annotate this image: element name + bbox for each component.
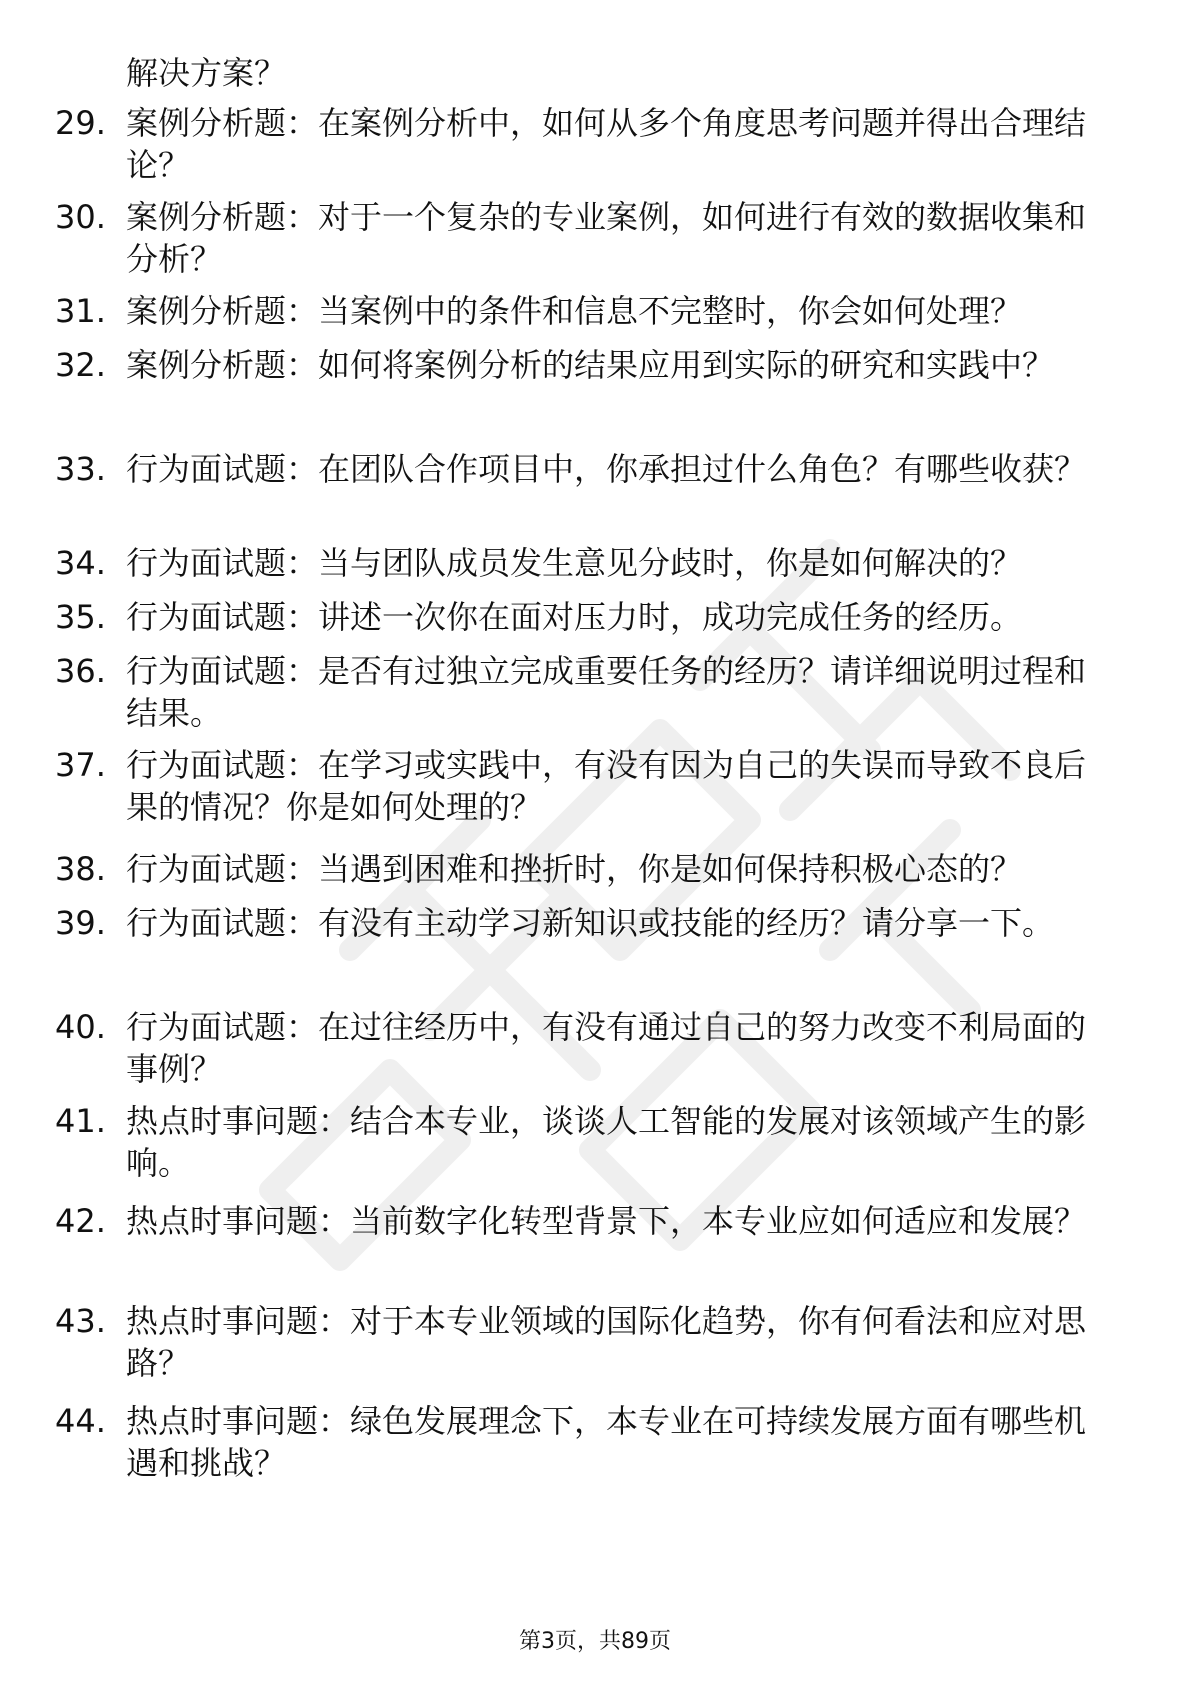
question-item [55, 1300, 1115, 1384]
question-number: 36. [55, 652, 106, 690]
question-item [55, 902, 1115, 944]
question-item [55, 102, 1115, 186]
question-number: 40. [55, 1008, 106, 1046]
question-number: 34. [55, 544, 106, 582]
question-item [55, 344, 1115, 386]
question-text: 案例分析题：在案例分析中，如何从多个角度思考问题并得出合理结论？ [126, 104, 1087, 184]
question-text: 热点时事问题：对于本专业领域的国际化趋势，你有何看法和应对思路？ [126, 1302, 1087, 1382]
question-text: 案例分析题：如何将案例分析的结果应用到实际的研究和实践中？ [126, 346, 1055, 384]
page-footer: 第3页，共89页 [519, 1629, 671, 1654]
question-text: 行为面试题：讲述一次你在面对压力时，成功完成任务的经历。 [126, 598, 1023, 636]
question-number: 38. [55, 850, 106, 888]
question-text: 案例分析题：对于一个复杂的专业案例，如何进行有效的数据收集和分析？ [126, 198, 1087, 278]
question-item [55, 448, 1115, 490]
question-item [55, 1006, 1115, 1090]
question-text: 行为面试题：有没有主动学习新知识或技能的经历？请分享一下。 [126, 904, 1055, 942]
question-text: 热点时事问题：结合本专业，谈谈人工智能的发展对该领域产生的影响。 [126, 1102, 1087, 1182]
question-text: 热点时事问题：当前数字化转型背景下，本专业应如何适应和发展？ [126, 1202, 1087, 1240]
question-item [55, 596, 1115, 638]
question-number: 32. [55, 346, 106, 384]
question-item [55, 1100, 1115, 1184]
question-number: 41. [55, 1102, 106, 1140]
question-item [55, 848, 1115, 890]
question-item [55, 744, 1115, 828]
question-text: 热点时事问题：绿色发展理念下，本专业在可持续发展方面有哪些机遇和挑战？ [126, 1402, 1087, 1482]
question-number: 37. [55, 746, 106, 784]
question-text: 行为面试题：当遇到困难和挫折时，你是如何保持积极心态的？ [126, 850, 1023, 888]
question-number: 43. [55, 1302, 106, 1340]
question-item [55, 290, 1115, 332]
question-text: 行为面试题：是否有过独立完成重要任务的经历？请详细说明过程和结果。 [126, 652, 1087, 732]
question-text: 行为面试题：在团队合作项目中，你承担过什么角色？有哪些收获？ [126, 450, 1087, 488]
question-number: 39. [55, 904, 106, 942]
question-number: 44. [55, 1402, 106, 1440]
question-item [55, 196, 1115, 280]
continued-question-text: 解决方案？ [126, 54, 287, 92]
question-number: 29. [55, 104, 106, 142]
question-number: 42. [55, 1202, 106, 1240]
question-text: 行为面试题：当与团队成员发生意见分歧时，你是如何解决的？ [126, 544, 1023, 582]
question-number: 31. [55, 292, 106, 330]
question-text: 案例分析题：当案例中的条件和信息不完整时，你会如何处理？ [126, 292, 1023, 330]
question-item [55, 1400, 1115, 1484]
question-text: 行为面试题：在过往经历中，有没有通过自己的努力改变不利局面的事例？ [126, 1008, 1087, 1088]
question-item [55, 650, 1115, 734]
question-item [55, 1200, 1115, 1242]
question-number: 33. [55, 450, 106, 488]
question-text: 行为面试题：在学习或实践中，有没有因为自己的失误而导致不良后果的情况？你是如何处理的？ [126, 746, 1087, 826]
question-item [55, 542, 1115, 584]
question-number: 30. [55, 198, 106, 236]
question-number: 35. [55, 598, 106, 636]
